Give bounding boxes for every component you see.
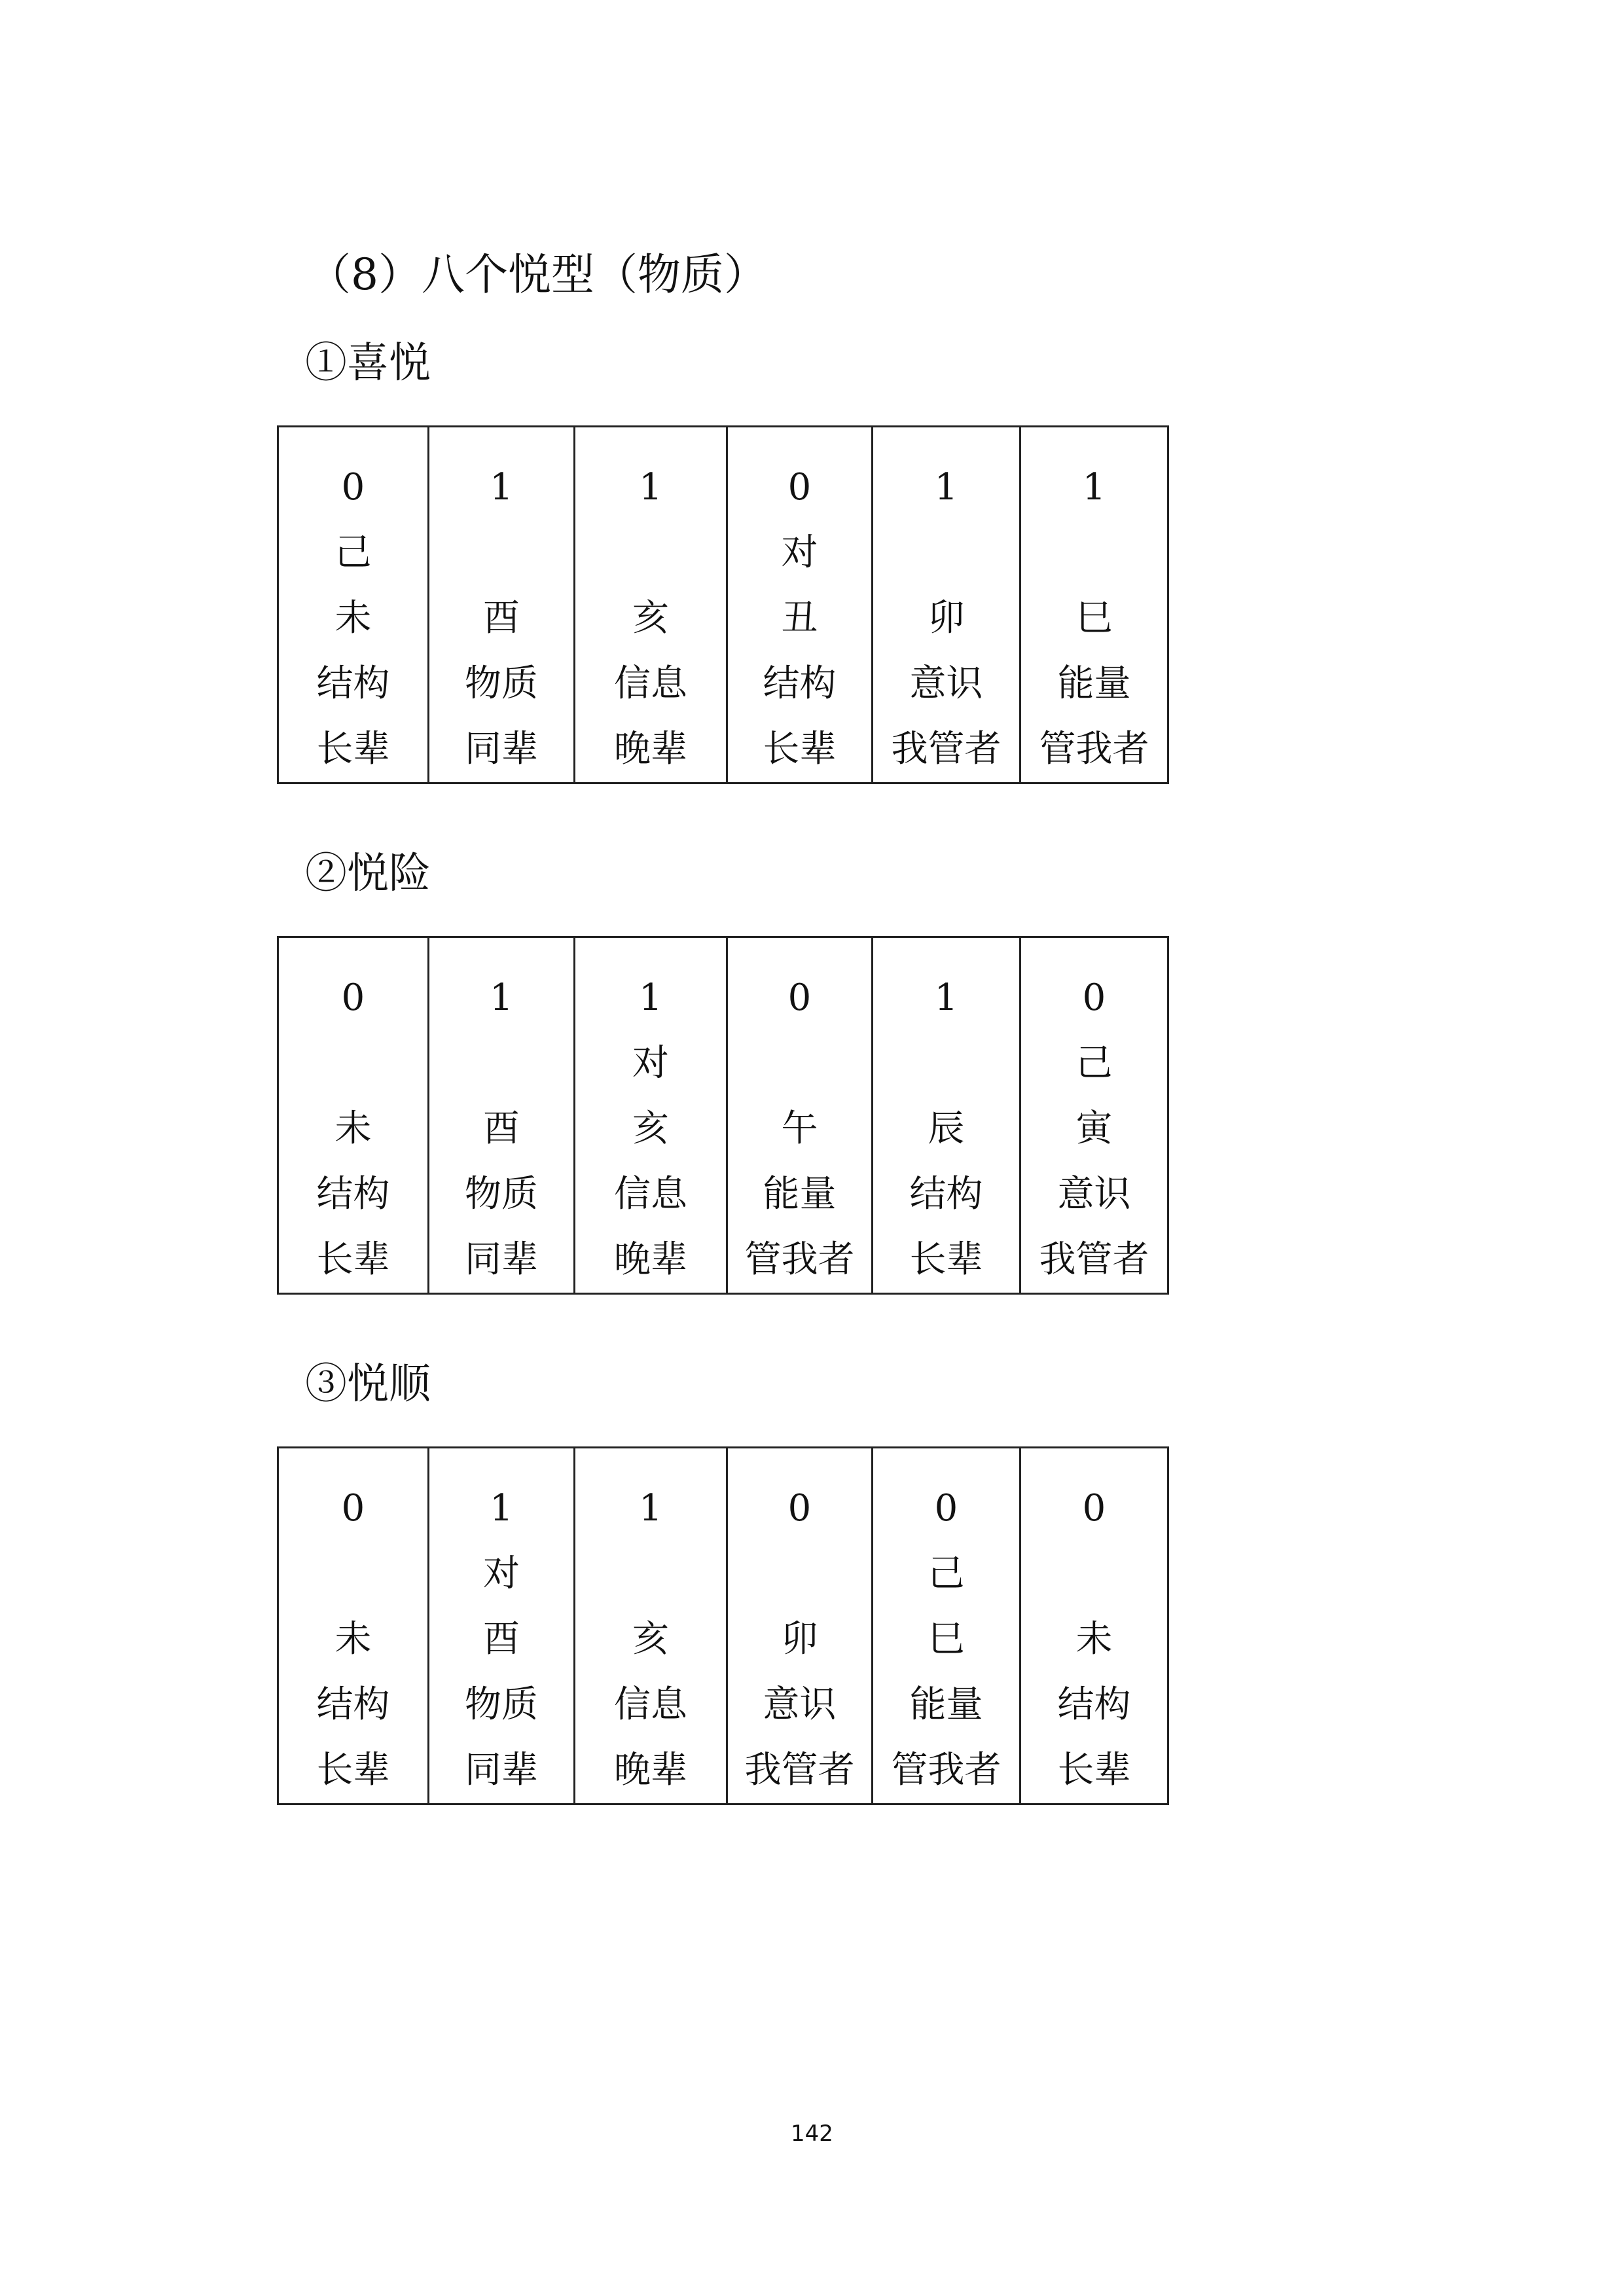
hexagram-table <box>277 1446 1169 1805</box>
subsection-heading: ③悦顺 <box>305 1360 431 1408</box>
relation-name: 管我者 <box>891 1749 1001 1791</box>
relation-name: 同辈 <box>465 1238 538 1281</box>
line-value: 0 <box>1082 1487 1106 1530</box>
table-column <box>278 937 429 1294</box>
branch-name: 卯 <box>928 597 965 639</box>
category-name: 意识 <box>1057 1173 1131 1215</box>
branch-name: 亥 <box>632 597 669 639</box>
table-column <box>1020 427 1168 783</box>
table-column <box>278 1448 429 1804</box>
line-marker: 对 <box>781 531 818 574</box>
category-name: 结构 <box>763 662 837 705</box>
table-column <box>727 427 873 783</box>
line-value: 1 <box>934 466 958 509</box>
section-title: （8）八个悦型（物质） <box>308 249 767 300</box>
branch-name: 未 <box>334 1107 372 1150</box>
branch-name: 未 <box>1075 1618 1113 1660</box>
category-name: 信息 <box>614 1173 687 1215</box>
relation-name: 晚辈 <box>614 728 687 770</box>
branch-name: 丑 <box>781 597 818 639</box>
line-value: 0 <box>341 1487 365 1530</box>
relation-name: 同辈 <box>465 1749 538 1791</box>
category-name: 结构 <box>316 1683 390 1726</box>
category-name: 结构 <box>1057 1683 1131 1726</box>
table-column <box>727 1448 873 1804</box>
branch-name: 亥 <box>632 1618 669 1660</box>
relation-name: 长辈 <box>316 1749 390 1791</box>
line-value: 0 <box>787 466 812 509</box>
branch-name: 未 <box>334 597 372 639</box>
relation-name: 同辈 <box>465 728 538 770</box>
branch-name: 亥 <box>632 1107 669 1150</box>
line-value: 1 <box>639 466 662 509</box>
line-value: 0 <box>341 466 365 509</box>
page-number: 142 <box>791 2121 833 2147</box>
relation-name: 晚辈 <box>614 1749 687 1791</box>
line-value: 1 <box>490 977 513 1019</box>
category-name: 物质 <box>465 662 538 705</box>
branch-name: 酉 <box>483 597 520 639</box>
table-column <box>575 1448 727 1804</box>
relation-name: 管我者 <box>1039 728 1149 770</box>
line-value: 0 <box>787 977 812 1019</box>
relation-name: 管我者 <box>744 1238 855 1281</box>
category-name: 能量 <box>1057 662 1131 705</box>
line-marker: 己 <box>334 531 372 574</box>
hexagram-table <box>277 936 1169 1295</box>
line-value: 0 <box>1082 977 1106 1019</box>
table-column <box>278 427 429 783</box>
table-column <box>429 427 575 783</box>
table-column <box>429 1448 575 1804</box>
branch-name: 未 <box>334 1618 372 1660</box>
category-name: 物质 <box>465 1173 538 1215</box>
branch-name: 午 <box>781 1107 818 1150</box>
category-name: 信息 <box>614 662 687 705</box>
table-column <box>1020 1448 1168 1804</box>
relation-name: 我管者 <box>744 1749 855 1791</box>
branch-name: 寅 <box>1075 1107 1113 1150</box>
table-column <box>429 937 575 1294</box>
branch-name: 酉 <box>483 1618 520 1660</box>
relation-name: 长辈 <box>909 1238 983 1281</box>
line-value: 0 <box>787 1487 812 1530</box>
table-column <box>873 1448 1020 1804</box>
branch-name: 辰 <box>928 1107 965 1150</box>
table-column <box>727 937 873 1294</box>
category-name: 结构 <box>316 662 390 705</box>
relation-name: 晚辈 <box>614 1238 687 1281</box>
category-name: 结构 <box>316 1173 390 1215</box>
line-marker: 对 <box>632 1042 669 1085</box>
category-name: 信息 <box>614 1683 687 1726</box>
subsection-heading: ①喜悦 <box>305 339 431 387</box>
line-marker: 己 <box>928 1552 965 1595</box>
branch-name: 酉 <box>483 1107 520 1150</box>
line-value: 1 <box>490 466 513 509</box>
relation-name: 长辈 <box>316 728 390 770</box>
table-column <box>575 937 727 1294</box>
category-name: 意识 <box>909 662 983 705</box>
line-value: 1 <box>639 977 662 1019</box>
line-value: 1 <box>490 1487 513 1530</box>
table-column <box>575 427 727 783</box>
relation-name: 我管者 <box>1039 1238 1149 1281</box>
table-column <box>873 937 1020 1294</box>
branch-name: 巳 <box>928 1618 965 1660</box>
relation-name: 长辈 <box>316 1238 390 1281</box>
line-value: 1 <box>1082 466 1106 509</box>
line-value: 1 <box>934 977 958 1019</box>
relation-name: 我管者 <box>891 728 1001 770</box>
table-column <box>873 427 1020 783</box>
table-column <box>1020 937 1168 1294</box>
category-name: 物质 <box>465 1683 538 1726</box>
line-marker: 对 <box>483 1552 520 1595</box>
subsection-heading: ②悦险 <box>305 850 431 898</box>
line-marker: 己 <box>1075 1042 1113 1085</box>
line-value: 0 <box>341 977 365 1019</box>
branch-name: 巳 <box>1075 597 1113 639</box>
category-name: 能量 <box>909 1683 983 1726</box>
branch-name: 卯 <box>781 1618 818 1660</box>
relation-name: 长辈 <box>1057 1749 1131 1791</box>
category-name: 能量 <box>763 1173 837 1215</box>
line-value: 0 <box>934 1487 958 1530</box>
category-name: 结构 <box>909 1173 983 1215</box>
relation-name: 长辈 <box>763 728 837 770</box>
line-value: 1 <box>639 1487 662 1530</box>
hexagram-table <box>277 425 1169 784</box>
category-name: 意识 <box>763 1683 837 1726</box>
